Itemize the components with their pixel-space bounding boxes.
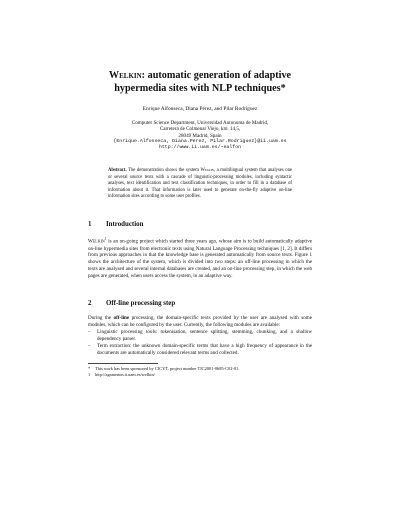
footnote-divider (88, 363, 158, 364)
affiliation-line3: 28049 Madrid, Spain (178, 132, 222, 139)
footnote-ref[interactable]: 1 (104, 236, 107, 241)
footnote-link[interactable]: http://agamenon.ii.uam.es/welkin/ (95, 371, 155, 377)
affiliation-url[interactable]: http://www.ii.uam.es/~ealfon (158, 145, 242, 151)
title-line2: hypermedia sites with NLP techniques* (114, 82, 286, 94)
module-list (88, 329, 312, 357)
abstract-label: Abstract. (108, 168, 127, 174)
title-system-name: Welkin (108, 70, 142, 81)
affiliation (88, 120, 312, 151)
intro-text: is an on-going project which started three years ago, whose aim is to build automatically adaptive on-line hypermedia sites from electronic texts using Natural Language Processing techniques [1, 2]. It differs from previous approaches in that the knowledge base is generated automatically from source texts. Figure 1 shows the architecture of the system, which is divided into two steps: an off-line processing in which the texts are analysed and several internal databases are created, and an on-line processing step, in which the web pages are generated, when users access the system, in an adaptive way. (88, 238, 312, 280)
abstract (108, 168, 292, 201)
offline-text-post: processing, the domain-specific texts provided by the user are analysed with some modules, which can be configured by the user. Currently, the following modules are available: (88, 315, 312, 329)
affiliation-line2: Carretera de Colmenar Viejo, km. 14,5, (159, 126, 241, 133)
list-item: – Term extraction: the unknown domain-specific terms that have a high frequency of appearance in the documents are automatically considered relevant terms and collected. (88, 343, 312, 357)
intro-system-name: Welkin (88, 238, 105, 245)
footnote-mark: * (88, 365, 91, 371)
introduction-paragraph (88, 236, 312, 280)
section-title: Introduction (106, 220, 144, 228)
list-item: – Linguistic processing tools: tokenisation, sentence splitting, stemming, chunking, and a shallow dependency parser. (88, 329, 312, 343)
abstract-text-pre: The demonstration shows the system (128, 168, 199, 174)
footnote-text: This work has been sponsored by CICYT, project number TIC2001-0685-C02-01. (95, 365, 240, 371)
offline-paragraph (88, 315, 312, 356)
abstract-text-post: , a multilingual system that analyses one or several source texts with a cascade of linguistic-processing modules, including syntactic analyses, text identification and text classification techniques, in order to fill in a database of information about it. That information is later used to generate on-the-fly adaptive on-line information sites according to some user profiles. (108, 168, 293, 200)
offline-text-pre: During the (88, 315, 112, 322)
section-title: Off-line processing step (106, 300, 176, 308)
section-number: 1 (88, 220, 92, 228)
abstract-system-name: Welkin (200, 168, 214, 174)
affiliation-emails: {Enrique.Alfonseca, Diana.Perez, Pilar.Rodriguez}@ii.uam.es (113, 138, 287, 144)
affiliation-line1: Computer Science Department, Universidad Autonoma de Madrid, (131, 120, 269, 126)
paper-title (88, 70, 312, 95)
section-heading-introduction (88, 220, 312, 229)
title-line1: : automatic generation of adaptive (141, 70, 292, 81)
footnote-url (88, 372, 312, 378)
author-list: Enrique Alfonseca, Diana Pérez, and Pilar Rodríguez (142, 106, 258, 112)
footnote-mark: 1 (88, 371, 91, 377)
offline-bold-term: off-line (113, 315, 130, 322)
section-number: 2 (88, 300, 92, 308)
section-heading-offline (88, 299, 312, 308)
